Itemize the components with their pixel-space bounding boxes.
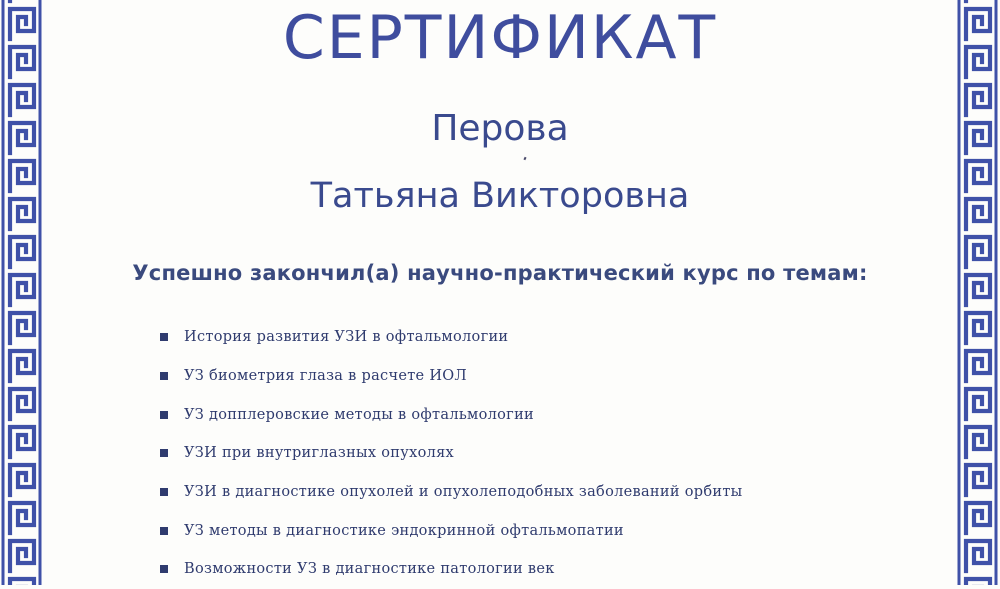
topic-text: УЗИ при внутриглазных опухолях bbox=[184, 445, 455, 462]
topic-text: Возможности УЗ в диагностике патологии век bbox=[184, 561, 555, 578]
square-bullet-icon bbox=[160, 411, 168, 419]
topic-text: УЗ биометрия глаза в расчете ИОЛ bbox=[184, 368, 467, 385]
square-bullet-icon bbox=[160, 565, 168, 573]
square-bullet-icon bbox=[160, 372, 168, 380]
list-item bbox=[160, 550, 742, 589]
list-item bbox=[160, 473, 742, 512]
square-bullet-icon bbox=[160, 333, 168, 341]
topic-text: УЗ методы в диагностике эндокринной офтальмопатии bbox=[184, 522, 624, 539]
topic-text: УЗ допплеровские методы в офтальмологии bbox=[184, 406, 534, 423]
topic-text: УЗИ в диагностике опухолей и опухолеподобных заболеваний орбиты bbox=[184, 484, 743, 501]
list-item bbox=[160, 318, 742, 357]
recipient-name: Татьяна Викторовна bbox=[310, 176, 690, 216]
greek-key-border-left bbox=[0, 0, 44, 585]
course-intro-text: Успешно закончил(а) научно-практический курс по темам: bbox=[132, 261, 868, 285]
square-bullet-icon bbox=[160, 449, 168, 457]
square-bullet-icon bbox=[160, 488, 168, 496]
topic-text: История развития УЗИ в офтальмологии bbox=[184, 329, 509, 346]
recipient-surname: Перова bbox=[431, 108, 569, 149]
list-item bbox=[160, 357, 742, 396]
ink-speck bbox=[523, 157, 526, 161]
certificate-title: СЕРТИФИКАТ bbox=[282, 3, 718, 73]
list-item bbox=[160, 511, 742, 550]
square-bullet-icon bbox=[160, 527, 168, 535]
list-item bbox=[160, 395, 742, 434]
course-topics-list bbox=[160, 318, 742, 589]
greek-key-border-right bbox=[956, 0, 1000, 585]
list-item bbox=[160, 434, 742, 473]
